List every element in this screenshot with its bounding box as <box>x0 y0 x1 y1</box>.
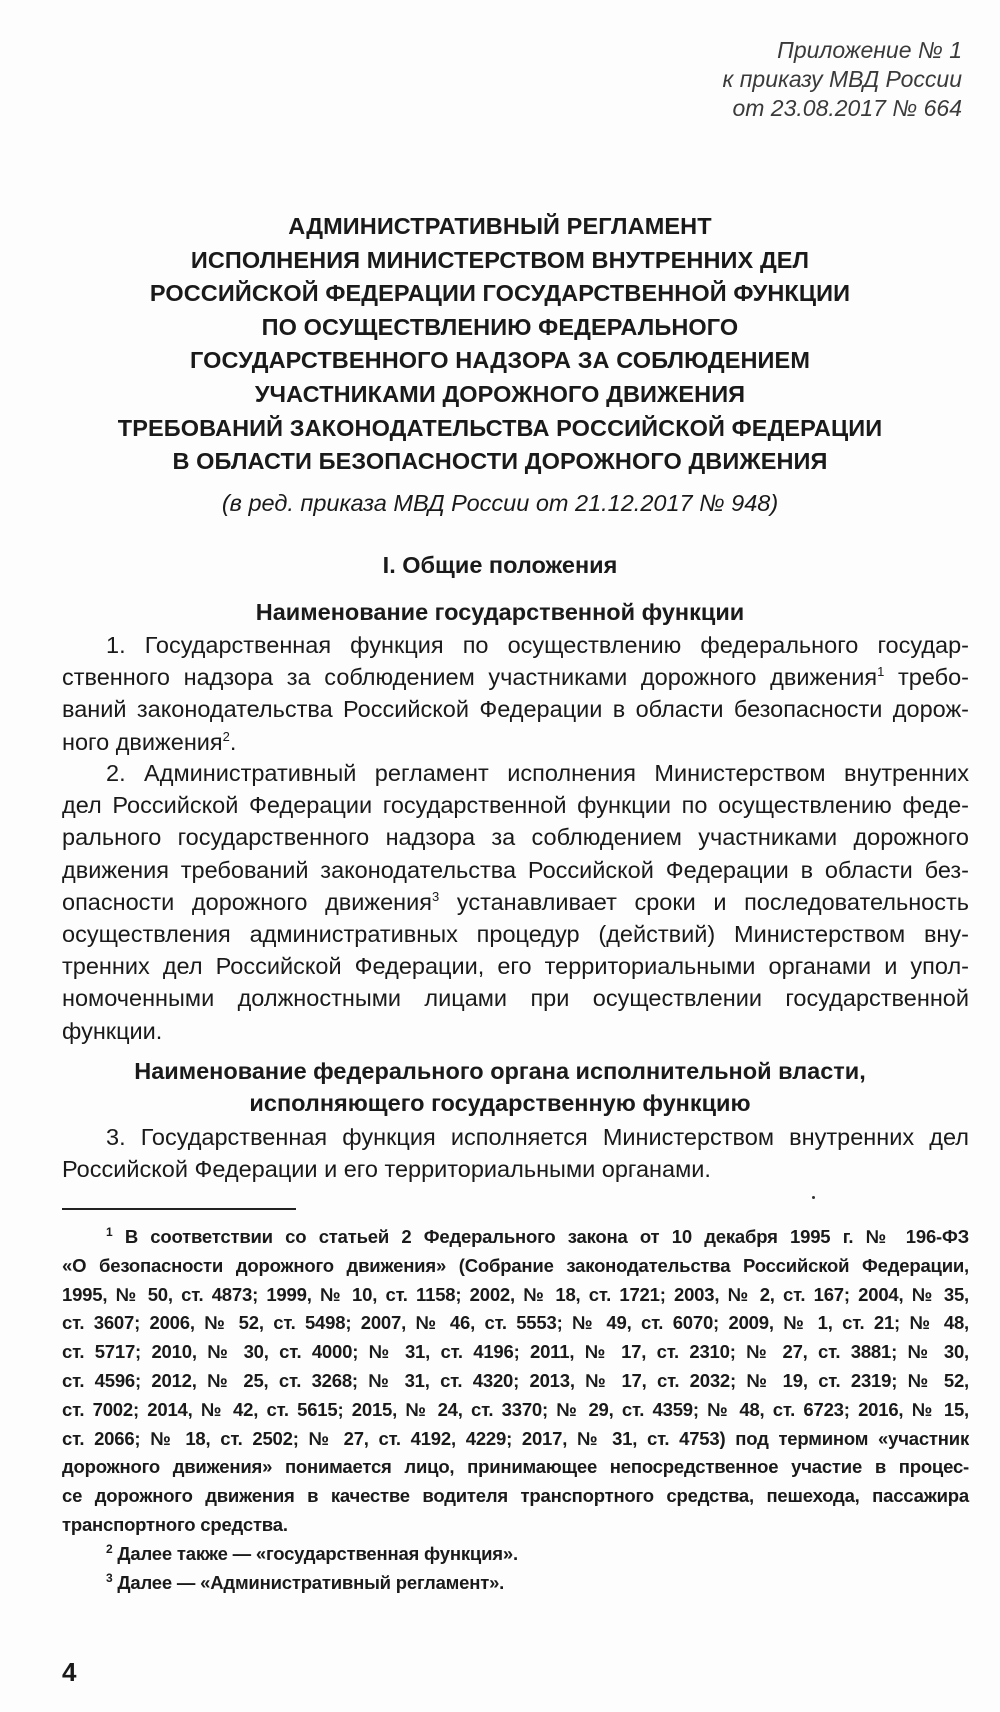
appendix-note <box>723 36 963 123</box>
subheading-line: Наименование федерального органа исполнительной власти, <box>134 1058 866 1084</box>
footnote-ref: 1 <box>877 664 885 680</box>
footnote-1-line: ст. 3607; 2006, № 52, ст. 5498; 2007, № 46, ст. 5553; № 49, ст. 6070; 2009, № 1, ст. 21; № 48, <box>62 1312 969 1334</box>
title-line: ПО ОСУЩЕСТВЛЕНИЮ ФЕДЕРАЛЬНОГО <box>261 313 739 340</box>
footnote-1-line: се дорожного движения в качестве водителя транспортного средства, пешехода, пассажира <box>62 1485 969 1507</box>
paragraph-2 <box>62 757 969 1047</box>
footnote-marker: 2 <box>106 1541 113 1556</box>
footnote-3 <box>62 1569 969 1598</box>
footnote-1-line: транспортного средства. <box>62 1513 288 1535</box>
text-run: В соответствии со статьей 2 Федерального закона от 10 декабря 1995 г. № 196-ФЗ <box>112 1226 969 1247</box>
paragraph-line: ваний законодательства Российской Федерации в области безопасности дорож- <box>62 696 969 723</box>
paragraph-line: тренних дел Российской Федерации, его территориальными органами и упол- <box>62 953 969 980</box>
footnote-1-line: ст. 7002; 2014, № 42, ст. 5615; 2015, № 24, ст. 3370; № 29, ст. 4359; № 48, ст. 6723; 2016, № 15, <box>62 1398 969 1420</box>
paragraph-line: осуществления административных процедур (действий) Министерством вну- <box>62 920 969 947</box>
appendix-line-2: к приказу МВД России <box>722 66 962 92</box>
footnote-2 <box>62 1540 969 1569</box>
text-run: Далее — «Административный регламент». <box>112 1571 505 1593</box>
paragraph-line: движения требований законодательства Российской Федерации в области без- <box>62 856 969 883</box>
subheading-line: Наименование государственной функции <box>255 599 745 625</box>
document-title <box>40 210 960 479</box>
paragraph-line: функции. <box>62 1017 163 1044</box>
paragraph-line: 3. Государственная функция исполняется Министерством внутренних дел <box>106 1124 969 1150</box>
text-run: устанавливает сроки и последовательность <box>439 888 969 915</box>
footnote-1-line: «О безопасности дорожного движения» (Собрание законодательства Российской Федерации, <box>62 1254 969 1276</box>
title-line: АДМИНИСТРАТИВНЫЙ РЕГЛАМЕНТ <box>288 213 712 239</box>
footnote-ref: 2 <box>222 728 230 744</box>
paragraph-line <box>62 661 969 693</box>
text-run: опасности дорожного движения <box>62 888 433 915</box>
paragraph-1 <box>62 629 969 758</box>
speck <box>812 1196 815 1199</box>
text-run: ного движения <box>62 728 223 755</box>
paragraph-line: Российской Федерации и его территориальными органами. <box>62 1156 711 1183</box>
paragraph-line <box>62 726 969 758</box>
paragraph-line: рального государственного надзора за соблюдением участниками дорожного <box>62 824 969 851</box>
paragraph-line: дел Российской Федерации государственной функции по осуществлению феде- <box>62 792 969 819</box>
text-run: Далее также — «государственная функция». <box>112 1542 518 1564</box>
text-run: . <box>229 728 237 755</box>
subheading-function-name <box>40 596 960 628</box>
paragraph-line: 2. Административный регламент исполнения Министерством внутренних <box>106 760 969 786</box>
text-run: требо- <box>884 664 969 691</box>
footnote-1-line: ст. 2066; № 18, ст. 2502; № 27, ст. 4192, 4229; 2017, № 31, ст. 4753) под термином «участник <box>62 1427 969 1449</box>
title-line: В ОБЛАСТИ БЕЗОПАСНОСТИ ДОРОЖНОГО ДВИЖЕНИЯ <box>172 448 828 475</box>
footnote-separator <box>62 1208 296 1210</box>
paragraph-line: номоченными должностными лицами при осуществлении государственной <box>62 985 969 1012</box>
footnote-1-line: ст. 4596; 2012, № 25, ст. 3268; № 31, ст. 4320; 2013, № 17, ст. 2032; № 19, ст. 2319; № 52, <box>62 1369 969 1391</box>
footnote-1-line <box>62 1223 969 1252</box>
paragraph-line: 1. Государственная функция по осуществлению федерального государ- <box>106 632 969 658</box>
footnote-marker: 1 <box>106 1225 113 1239</box>
subheading-line: исполняющего государственную функцию <box>249 1090 751 1116</box>
subheading-executive-body <box>40 1055 960 1119</box>
footnote-1-line: ст. 5717; 2010, № 30, ст. 4000; № 31, ст. 4196; 2011, № 17, ст. 2310; № 27, ст. 3881; № 30, <box>62 1341 969 1363</box>
title-line: ТРЕБОВАНИЙ ЗАКОНОДАТЕЛЬСТВА РОССИЙСКОЙ ФЕДЕРАЦИИ <box>117 414 883 441</box>
section-title: I. Общие положения <box>382 552 618 578</box>
footnote-ref: 3 <box>432 888 440 904</box>
paragraph-line <box>62 886 969 918</box>
title-line: ИСПОЛНЕНИЯ МИНИСТЕРСТВОМ ВНУТРЕННИХ ДЕЛ <box>190 246 810 273</box>
paragraph-3 <box>62 1121 969 1185</box>
footnote-1-line: 1995, № 50, ст. 4873; 1999, № 10, ст. 1158; 2002, № 18, ст. 1721; 2003, № 2, ст. 167; 2004, № 35, <box>62 1283 969 1305</box>
appendix-line-1: Приложение № 1 <box>777 37 962 63</box>
text-run: ственного надзора за соблюдением участниками дорожного движения <box>62 664 878 691</box>
footnote-marker: 3 <box>106 1570 113 1585</box>
title-line: УЧАСТНИКАМИ ДОРОЖНОГО ДВИЖЕНИЯ <box>254 380 746 407</box>
title-line: ГОСУДАРСТВЕННОГО НАДЗОРА ЗА СОБЛЮДЕНИЕМ <box>189 347 810 374</box>
edition-note: (в ред. приказа МВД России от 21.12.2017 № 948) <box>221 490 779 516</box>
page-number: 4 <box>62 1657 77 1687</box>
appendix-line-3: от 23.08.2017 № 664 <box>732 95 962 121</box>
title-line: РОССИЙСКОЙ ФЕДЕРАЦИИ ГОСУДАРСТВЕННОЙ ФУНКЦИИ <box>149 280 851 307</box>
footnote-1-line: дорожного движения» понимается лицо, принимающее непосредственное участие в процес- <box>62 1456 969 1478</box>
footnotes <box>62 1223 969 1597</box>
